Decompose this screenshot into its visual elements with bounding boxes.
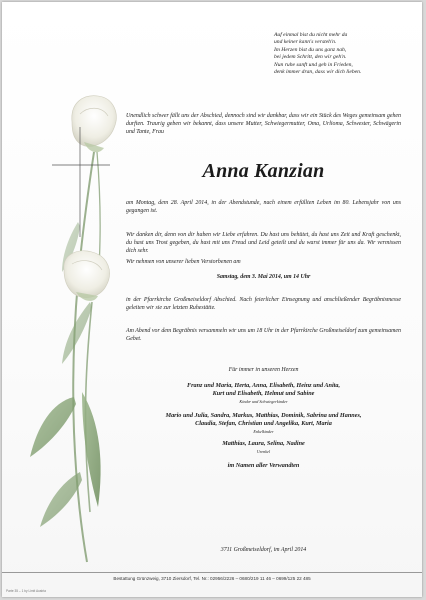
death-notice: am Montag, dem 28. April 2014, in der Abendstunde, nach einem erfüllten Leben im 80. Lebensjahr von uns gegangen ist. — [126, 200, 401, 215]
farewell-line: Wir nehmen von unserer lieben Verstorbenen am — [126, 259, 241, 265]
intro-paragraph: Unendlich schwer fällt uns der Abschied, dennoch sind wir dankbar, dass wir ein Stück des Weges gemeinsam gehen durften. Traurig geben wir bekannt, dass unsere Mutter, Schwiegermutter, Oma, Urlioma, Schwester, Schwägerin und Tante, Frau — [126, 113, 401, 136]
great-grandchildren-label: Urenkel — [256, 449, 271, 454]
children-line: Kurt und Elisabeth, Helmut und Sabine — [212, 390, 315, 398]
poem-line: Nun ruhe sanft und geh in Frieden, — [274, 61, 353, 68]
poem — [274, 32, 419, 76]
thanks-paragraph: Wir danken dir, denn von dir haben wir Liebe erfahren. Du hast uns behütet, du hast uns Zeit und Kraft geschenkt, du hast uns Trost gegeben, du hast mit uns Freud und Leid geteilt und du warst immer für uns da. Wir vermissen dich sehr. — [126, 232, 401, 255]
poem-line: Im Herzen bist du uns ganz nah, — [274, 46, 347, 53]
grandchildren-label: Enkelkinder — [253, 429, 274, 434]
funeral-home-footer: Bestattung Grünzweig, 3710 Ziersdorf, Tel. Nr.: 02956/2226 – 0680/219 11 46 – 0699/125 22 485 — [113, 576, 311, 581]
footer-divider — [2, 572, 422, 573]
deceased-name: Anna Kanzian — [202, 160, 325, 182]
grandchildren-names — [126, 412, 401, 428]
obituary-sheet — [2, 2, 422, 597]
poem-line: und keiner kann's versteh'n. — [274, 39, 337, 46]
children-line: Franz und Maria, Herta, Anna, Elisabeth, Heinz und Anita, — [186, 382, 341, 389]
children-names — [126, 382, 401, 398]
poem-line: denk immer dran, dass wir dich lieben. — [274, 69, 362, 76]
print-imprint: Parte 35 – 1 by Limit Austria — [6, 589, 46, 593]
relatives-line: im Namen aller Verwandten — [227, 462, 300, 469]
white-flower-illustration — [2, 2, 142, 597]
church-paragraph: in der Pfarrkirche Großmeiseldorf Abschied. Nach feierlicher Einsegnung und anschließender Begräbnismesse geleiten wir sie zur letzten Ruhestätte. — [126, 297, 401, 312]
grandchildren-line: Claudia, Stefan, Christian und Angelika, Kurt, Maria — [195, 420, 332, 428]
grandchildren-line: Mario und Julia, Sandra, Markus, Matthias, Dominik, Sabrina und Hannes, — [165, 412, 362, 419]
children-label: Kinder und Schwiegerkinder — [239, 399, 288, 404]
poem-line: Auf einmal bist du nicht mehr da — [274, 32, 348, 38]
poem-line: bei jedem Schritt, den wir geh'n. — [274, 54, 347, 61]
place-date: 3711 Großmeiseldorf, im April 2014 — [220, 547, 307, 553]
prayer-paragraph: Am Abend vor dem Begräbnis versammeln wir uns um 18 Uhr in der Pfarrkirche Großmeiseldorf zum gemeinsamen Gebet. — [126, 328, 401, 343]
in-hearts-line: Für immer in unseren Herzen — [228, 367, 299, 373]
funeral-date-time: Samstag, dem 3. Mai 2014, um 14 Uhr — [216, 274, 311, 280]
great-grandchildren-names: Matthias, Laura, Selina, Nadine — [222, 440, 305, 447]
